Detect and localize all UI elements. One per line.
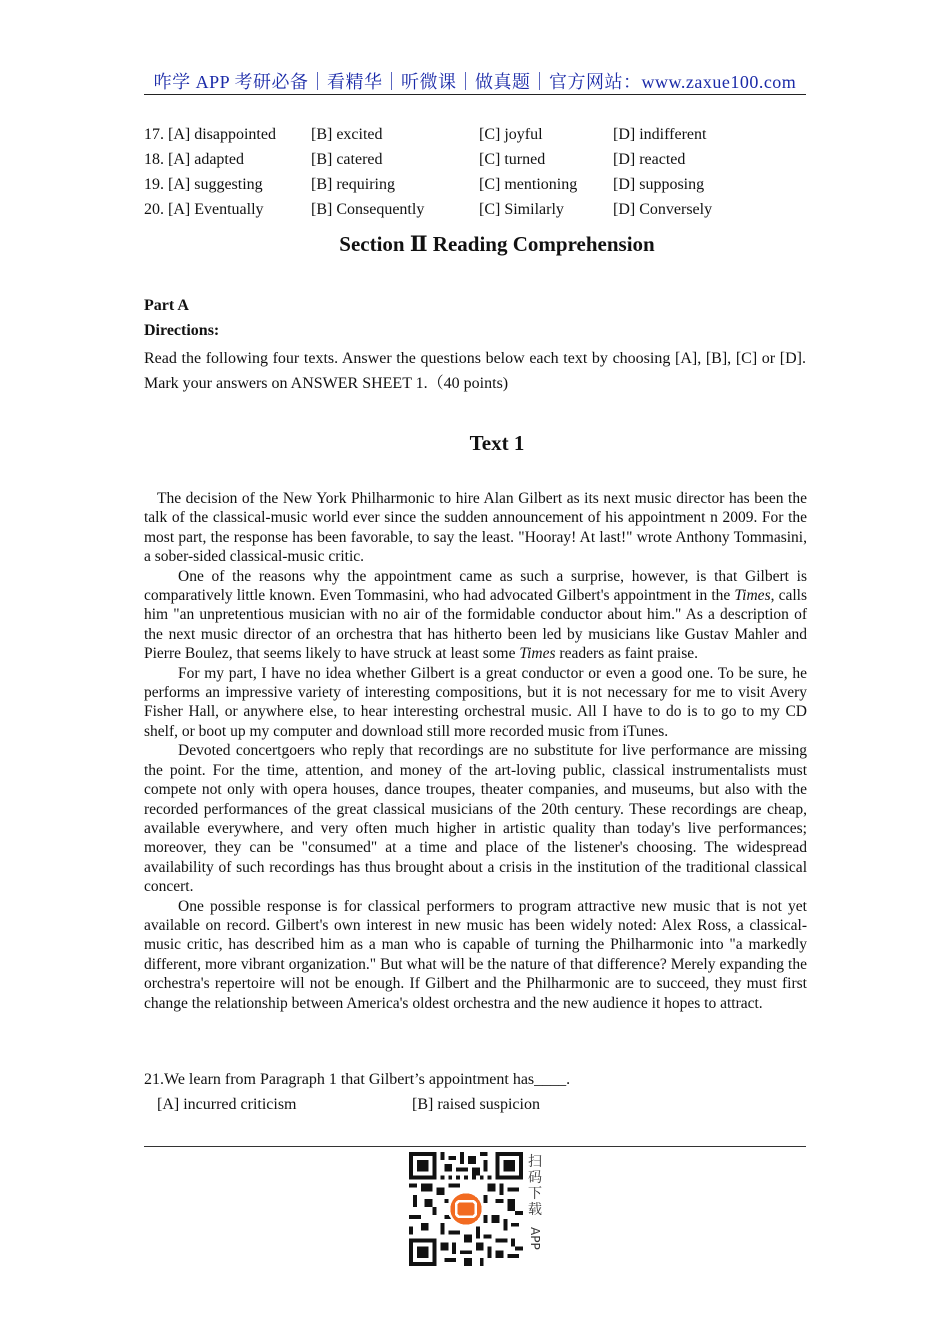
option-b: [B] excited <box>311 126 383 143</box>
option-a: 20. [A] Eventually <box>144 201 264 218</box>
text-title: Text 1 <box>469 431 525 455</box>
option-d: [D] reacted <box>613 151 686 168</box>
question-21-answers <box>157 1096 797 1118</box>
caption-app: APP <box>528 1227 542 1250</box>
answer-b: [B] raised suspicion <box>412 1096 540 1113</box>
article-body <box>144 489 807 1013</box>
footer-divider <box>144 1146 806 1147</box>
option-c: [C] Similarly <box>479 201 564 218</box>
paragraph-2-text: readers as faint praise. <box>555 645 698 663</box>
part-label: Part A <box>144 297 189 314</box>
times-italic: Times <box>734 587 771 605</box>
option-b: [B] catered <box>311 151 383 168</box>
caption-char: 扫 <box>528 1154 542 1170</box>
option-c: [C] joyful <box>479 126 543 143</box>
option-a: 17. [A] disappointed <box>144 126 276 143</box>
paragraph-2-text: , calls him "an unpretentious musician with no air of the formidable conductor about him." As a description of the next music director of an orchestra that has hitherto been led by musicians like Gustav Mahler and Pierre Boulez, that seems likely to have struck at least some <box>144 587 807 663</box>
section-title: Section Ⅱ Reading Comprehension <box>339 232 655 256</box>
caption-char: 下 <box>528 1186 542 1202</box>
option-b: [B] requiring <box>311 176 395 193</box>
caption-char: 载 <box>528 1202 542 1218</box>
qr-code-icon <box>409 1152 523 1266</box>
paragraph-3: For my part, I have no idea whether Gilbert is a great conductor or even a good one. To be sure, he performs an impressive variety of interesting compositions, but it is not necessary for me to visit Avery Fisher Hall, or anywhere else, to hear interesting orchestral music. All I have to do is to go to my CD shelf, or boot up my computer and download still more recorded music from iTunes. <box>144 664 807 740</box>
paragraph-1: The decision of the New York Philharmonic to hire Alan Gilbert as its next music director has been the talk of the classical-music world ever since the sudden announcement of his appointment n 2009. For the most part, the response has been favorable, to say the least. "Hooray! At last!" wrote Anthony Tommasini, a sober-sided classical-music critic. <box>144 490 807 566</box>
caption-char: 码 <box>528 1170 542 1186</box>
option-d: [D] supposing <box>613 176 705 193</box>
option-d: [D] indifferent <box>613 126 707 143</box>
question-21: 21.We learn from Paragraph 1 that Gilbert’s appointment has____. <box>144 1071 571 1088</box>
option-d: [D] Conversely <box>613 201 713 218</box>
option-b: [B] Consequently <box>311 201 425 218</box>
paragraph-5: One possible response is for classical performers to program attractive new music that is not yet available on record. Gilbert's own interest in new music has been widely noted: Alex Ross, a classical-music critic, has described him as a man who is capable of turning the Philharmonic into "a markedly different, more vibrant organization." But what will be the nature of that difference? Merely expanding the orchestra's repertoire will not be enough. If Gilbert and the Philharmonic are to succeed, they must first change the relationship between America's oldest orchestra and the new audience it hopes to attract. <box>144 897 807 1012</box>
option-c: [C] mentioning <box>479 176 578 193</box>
times-italic: Times <box>519 645 556 663</box>
paragraph-2 <box>144 567 807 664</box>
answer-a: [A] incurred criticism <box>157 1096 297 1113</box>
paragraph-4: Devoted concertgoers who reply that recordings are no substitute for live performance are missing the point. For the time, attention, and money of the art-loving public, classical instrumentalists must compete not only with opera houses, dance troupes, theater companies, and museums, but also with the recorded performances of the great classical musicians of the 20th century. These recordings are cheap, available everywhere, and very often much higher in artistic quality than today's live performances; moreover, they can be "consumed" at a time and place of the listener's choosing. The widespread availability of such recordings has thus brought about a crisis in the institution of the traditional classical concert. <box>144 742 807 896</box>
qr-caption <box>525 1154 545 1250</box>
page-header: 咋学 APP 考研必备｜看精华｜听微课｜做真题｜官方网站：www.zaxue100.com <box>153 72 797 92</box>
directions-label: Directions: <box>144 322 220 339</box>
directions-text: Read the following four texts. Answer the questions below each text by choosing [A], [B], [C] or [D]. Mark your answers on ANSWER SHEET 1.（40 points) <box>144 350 806 392</box>
paragraph-2-text: One of the reasons why the appointment came as such a surprise, however, is that Gilbert is comparatively little known. Even Tommasini, who had advocated Gilbert's appointment in the <box>144 567 807 605</box>
option-c: [C] turned <box>479 151 546 168</box>
option-a: 19. [A] suggesting <box>144 176 263 193</box>
header-divider <box>144 94 806 95</box>
option-a: 18. [A] adapted <box>144 151 244 168</box>
